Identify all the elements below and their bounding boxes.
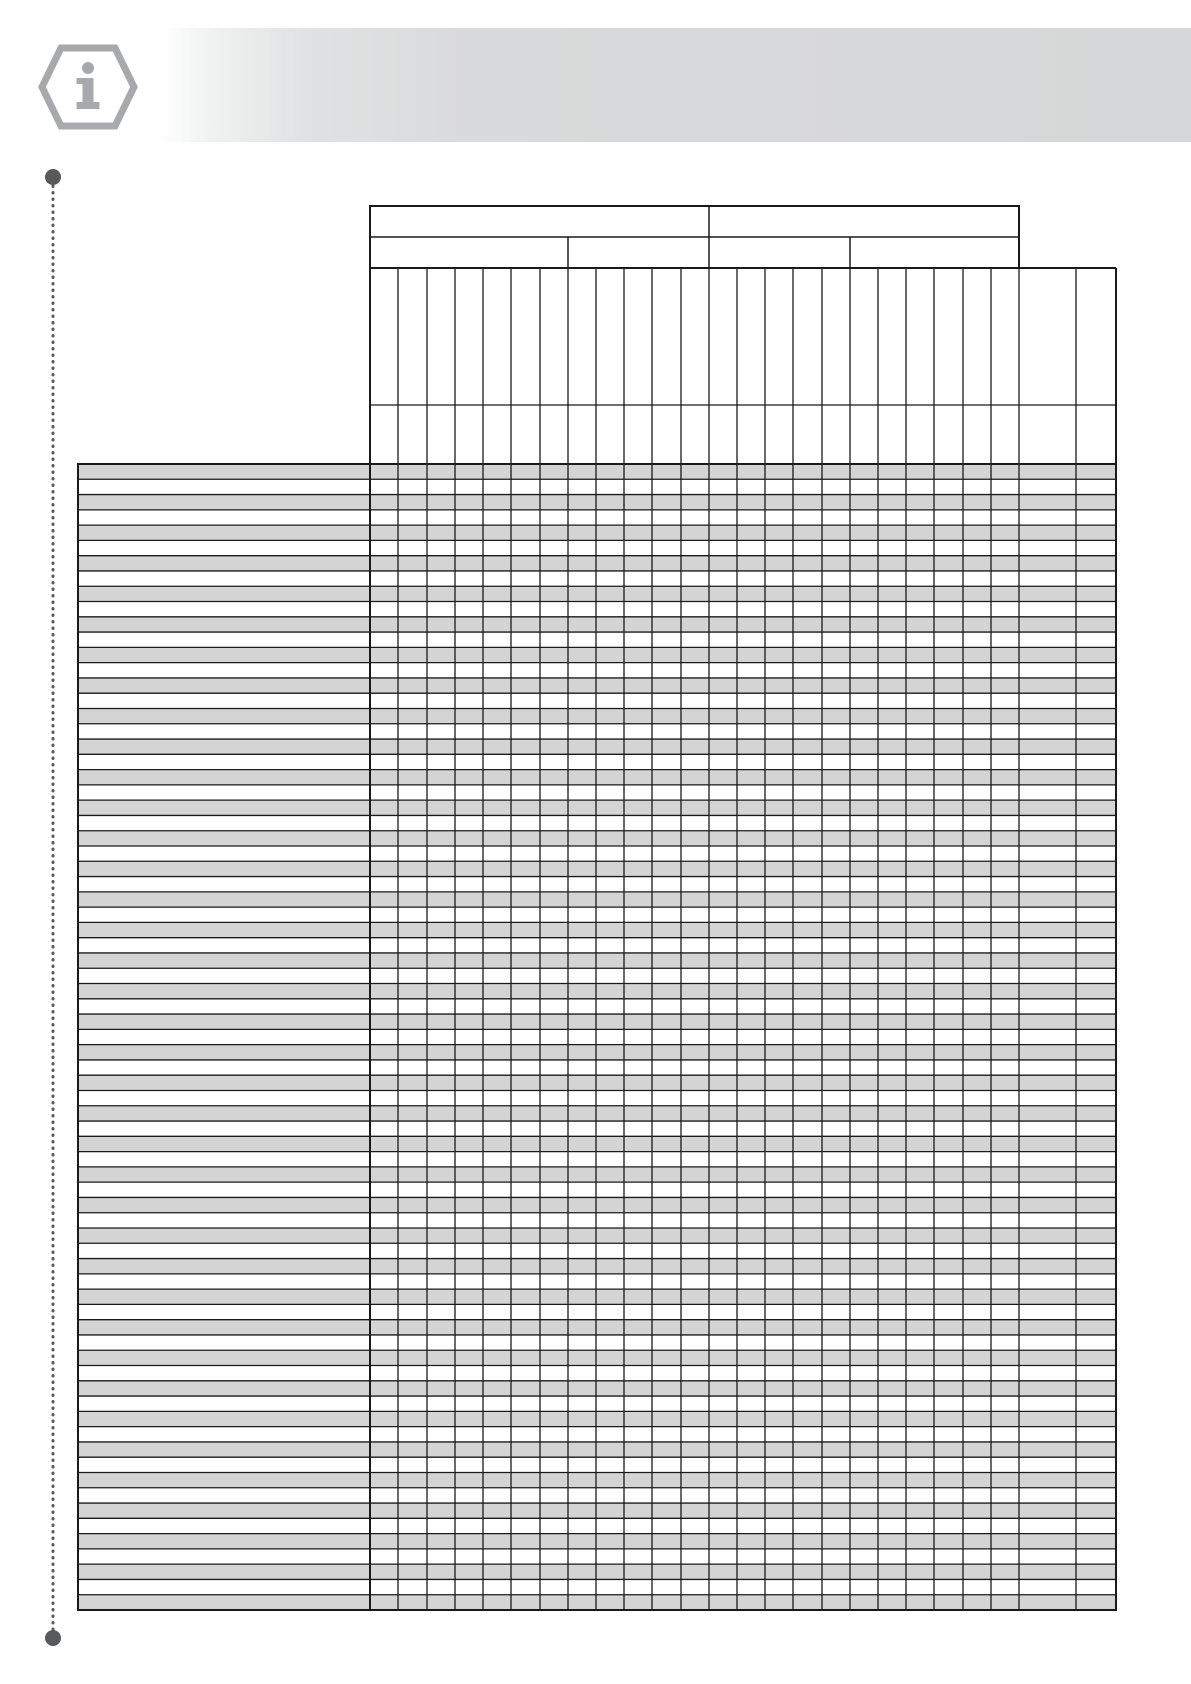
table-row [78,1167,1116,1182]
table-row [78,464,1116,479]
table-row [78,525,1116,540]
table-row [78,1304,1116,1319]
table-row [78,1182,1116,1197]
table-row [78,1579,1116,1594]
table-row [78,1457,1116,1472]
table-row [78,892,1116,907]
table-row [78,1045,1116,1060]
table-row [78,953,1116,968]
table-row [78,1320,1116,1335]
table-row [78,1381,1116,1396]
table-row [78,1075,1116,1090]
table-row [78,1152,1116,1167]
table-row [78,984,1116,999]
table-row [78,1564,1116,1579]
table-row [78,540,1116,555]
table-row [78,724,1116,739]
table-row [78,1350,1116,1365]
table-row [78,663,1116,678]
table-row [78,586,1116,601]
table-row [78,800,1116,815]
table-row [78,1259,1116,1274]
table-row [78,1549,1116,1564]
table-row [78,1427,1116,1442]
table-row [78,1503,1116,1518]
table-row [78,1396,1116,1411]
table-row [78,754,1116,769]
table-row [78,938,1116,953]
table-row [78,846,1116,861]
table-row [78,571,1116,586]
table-row [78,1518,1116,1533]
table-row [78,632,1116,647]
table-row [78,1289,1116,1304]
table-row [78,1442,1116,1457]
table-row [78,1029,1116,1044]
table-row [78,647,1116,662]
table-row [78,495,1116,510]
table-row [78,1090,1116,1105]
table-row [78,1411,1116,1426]
table-row [78,1488,1116,1503]
table-rows [78,464,1116,1610]
table-row [78,1335,1116,1350]
table-row [78,1243,1116,1258]
table-row [78,815,1116,830]
table-row [78,708,1116,723]
table-row [78,1060,1116,1075]
table-row [78,1595,1116,1610]
table-row [78,1197,1116,1212]
table-row [78,1136,1116,1151]
table-row [78,922,1116,937]
table-row [78,1472,1116,1487]
table-row [78,831,1116,846]
table-row [78,617,1116,632]
table-row [78,1228,1116,1243]
table-row [78,556,1116,571]
table-row [78,968,1116,983]
table-row [78,770,1116,785]
table-row [78,907,1116,922]
table-row [78,861,1116,876]
table-row [78,785,1116,800]
table-row [78,602,1116,617]
table-row [78,1366,1116,1381]
table-row [78,999,1116,1014]
table-row [78,1014,1116,1029]
table-row [78,678,1116,693]
table-row [78,1106,1116,1121]
table-row [78,1213,1116,1228]
table-row [78,1274,1116,1289]
table-header [370,206,1116,405]
table-row [78,479,1116,494]
table-row [78,739,1116,754]
table-row [78,510,1116,525]
table-row [78,877,1116,892]
table-row [78,693,1116,708]
table-row [78,1534,1116,1549]
table-row [78,1121,1116,1136]
